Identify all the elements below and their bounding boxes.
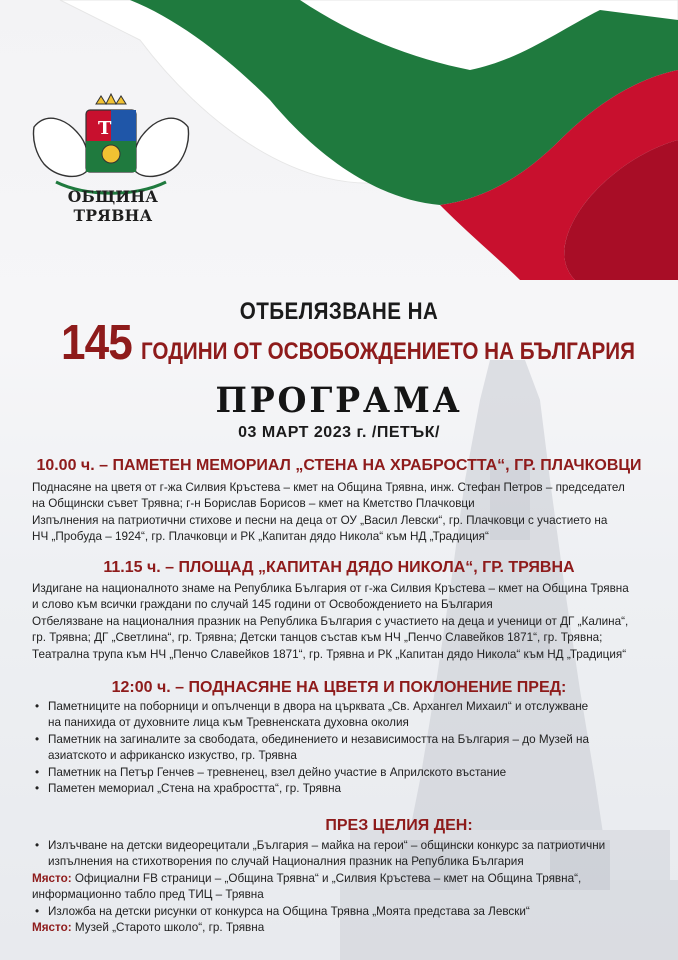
place-line-cont: информационно табло пред ТИЦ – Трявна <box>32 888 264 902</box>
list-item: • Паметник на Петър Генчев – тревненец, взел дейно участие в Априлското въстание <box>32 765 662 781</box>
section-3-heading: 12:00 ч. – ПОДНАСЯНЕ НА ЦВЕТЯ И ПОКЛОНЕНИЕ ПРЕД: <box>111 679 567 696</box>
section-3-list <box>32 699 662 797</box>
list-item: • Паметен мемориал „Стена на храбростта“, гр. Трявна <box>32 781 662 797</box>
section-4-heading: ПРЕЗ ЦЕЛИЯ ДЕН: <box>325 817 473 834</box>
title-line-2 <box>0 315 678 371</box>
svg-text:T: T <box>98 118 112 139</box>
section-1-heading: 10.00 ч. – ПАМЕТЕН МЕМОРИАЛ „СТЕНА НА ХРАБРОСТТА“, ГР. ПЛАЧКОВЦИ <box>36 457 642 474</box>
text-line: Отбелязване на националния празник на Република България с участието на деца и ученици от ДГ „Калина“, <box>32 614 629 628</box>
list-item: • Паметник на загиналите за свободата, обединението и независимостта на България – до Музей на азиатското и африканско изкуство, гр. Трявна <box>32 732 662 765</box>
section-2-text <box>32 581 662 663</box>
municipality-name: ОБЩИНА ТРЯВНА <box>67 187 159 225</box>
section-2-heading: 11.15 ч. – ПЛОЩАД „КАПИТАН ДЯДО НИКОЛА“, ГР. ТРЯВНА <box>103 559 575 576</box>
list-item: • Паметниците на поборници и опълченци в двора на църквата „Св. Архангел Михаил“ и отслужване на панихида от духовните лица към Тревненската духовна околия <box>32 699 662 732</box>
place-line: Място: Музей „Старото школо“, гр. Трявна <box>32 921 265 935</box>
text-line: Издигане на националното знаме на Република България от г-жа Силвия Кръстева – кмет на Община Трявна <box>32 582 629 595</box>
list-item: • Излъчване на детски видеорецитали „България – майка на герои“ – общински конкурс за патриотични изпълнения на стихотворения по случай Националния празник на Република България <box>32 838 662 871</box>
text-line: гр. Трявна; ДГ „Светлина“, гр. Трявна; Детски танцов състав към НЧ „Пенчо Славейков 1871“, гр. Трявна; <box>32 631 603 645</box>
text-line: и слово към всички граждани по случай 145 години от Освобождението на България <box>32 598 493 612</box>
section-4-list <box>32 838 662 936</box>
list-item: • Изложба на детски рисунки от конкурса на Община Трявна „Моята представа за Левски“ <box>32 904 662 920</box>
text-line: Изпълнения на патриотични стихове и песни на деца от ОУ „Васил Левски“, гр. Плачковци с участието на <box>32 513 608 527</box>
text-line: на Общински съвет Трявна; г-н Борислав Борисов – кмет на Кметство Плачковци <box>32 497 475 511</box>
place-line: Място: Официални FB страници – „Община Трявна“ и „Силвия Кръстева – кмет на Община Трявна“, <box>32 871 582 885</box>
title-line-1: ОТБЕЛЯЗВАНЕ НА <box>239 298 439 325</box>
section-1-text <box>32 480 662 546</box>
event-date: 03 МАРТ 2023 г. /ПЕТЪК/ <box>238 424 440 441</box>
text-line: Поднасяне на цветя от г-жа Силвия Кръстева – кмет на Община Трявна, инж. Стефан Петров – председател <box>32 481 625 494</box>
text-line: НЧ „Пробуда – 1924“, гр. Плачковци и РК „Капитан дядо Никола“ към НД „Традиция“ <box>32 530 489 544</box>
program-title: ПРОГРАМА <box>215 380 463 421</box>
anniversary-text: ГОДИНИ ОТ ОСВОБОЖДЕНИЕТО НА БЪЛГАРИЯ <box>141 338 636 365</box>
anniversary-number: 145 <box>60 316 132 370</box>
text-line: Театрална трупа към НЧ „Пенчо Славейков 1871“, гр. Трявна и РК „Капитан дядо Никола“ към НД „Традиция“ <box>32 647 627 661</box>
